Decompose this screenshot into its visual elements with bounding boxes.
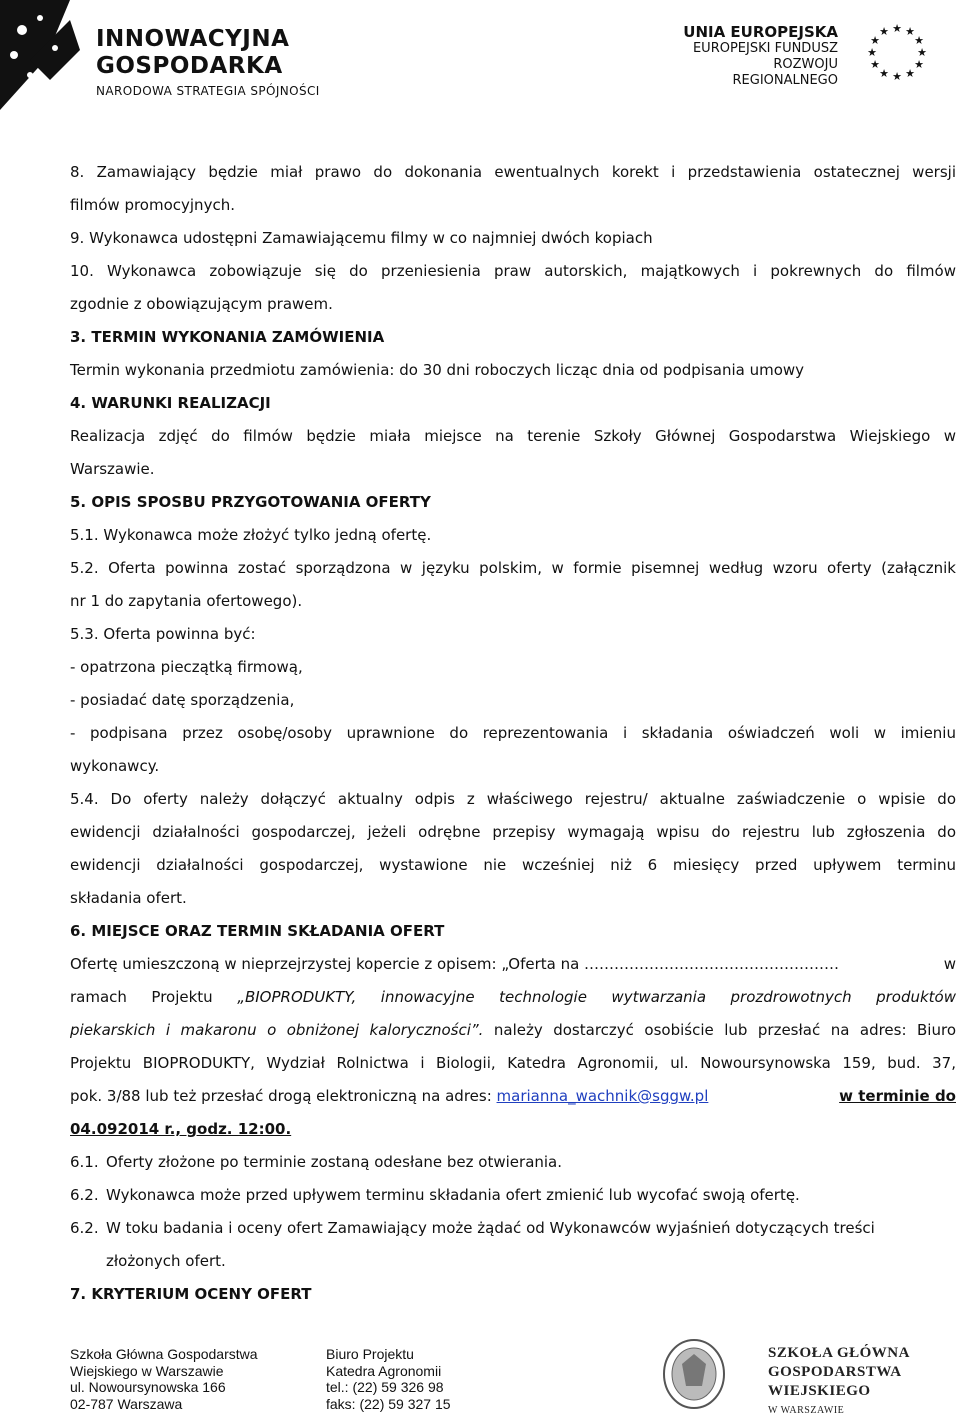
section-5-4-line3: ewidencji działalności gospodarczej, wystawione nie wcześniej niż 6 miesięcy przed upływem terminu [70, 856, 956, 874]
footer-address-col [70, 1346, 258, 1412]
footer-text: Wiejskiego w Warszawie [70, 1362, 224, 1379]
paragraph-10-line1: 10. Wykonawca zobowiązuje się do przeniesienia praw autorskich, majątkowych i pokrewnych do filmów [70, 262, 956, 280]
innowacyjna-gospodarka-text [96, 26, 320, 98]
svg-text:★: ★ [914, 58, 924, 71]
section-6-line4: Projektu BIOPRODUKTY, Wydział Rolnictwa i Biologii, Katedra Agronomii, ul. Nowoursynowska 159, bud. 37, [70, 1054, 956, 1072]
section-5-3-item-c-line1: - podpisana przez osobę/osoby uprawnione do reprezentowania i składania oświadczeń woli w imieniu [70, 724, 956, 742]
sggw-crest-icon [650, 1336, 738, 1412]
footer-text: ul. Nowoursynowska 166 [70, 1379, 226, 1396]
item-text: Wykonawca może przed upływem terminu składania ofert zmienić lub wycofać swoją ofertę. [106, 1186, 800, 1204]
deadline-label: w terminie do [839, 1087, 956, 1105]
section-4-line1: Realizacja zdjęć do filmów będzie miała miejsce na terenie Szkoły Głównej Gospodarstwa Wiejskiego w [70, 427, 956, 445]
section-5-2-line2: nr 1 do zapytania ofertowego). [70, 592, 303, 610]
section-6-2b-line1 [70, 1218, 956, 1238]
svg-text:★: ★ [867, 46, 877, 59]
page-footer [0, 1336, 960, 1416]
section-6-2b-line2: złożonych ofert. [106, 1252, 226, 1270]
section-6-line2-text: ramach Projektu [70, 988, 238, 1006]
eu-logo-text [668, 24, 838, 89]
section-5-3: 5.3. Oferta powinna być: [70, 625, 256, 643]
section-6-line1-end: w [943, 955, 956, 973]
item-number: 6.2. [70, 1219, 99, 1237]
logo-title-line1: INNOWACYJNA [96, 26, 290, 52]
footer-text: Szkoła Główna Gospodarstwa [70, 1346, 258, 1362]
eu-line2: EUROPEJSKI FUNDUSZ [692, 41, 838, 56]
svg-text:★: ★ [905, 67, 915, 80]
section-6-line1-text: Ofertę umieszczoną w nieprzejrzystej kopercie z opisem: „Oferta na …………………………………………… [70, 955, 840, 973]
section-4-line2: Warszawie. [70, 460, 155, 478]
section-6-line5-text: pok. 3/88 lub też przesłać drogą elektroniczną na adres: [70, 1087, 497, 1105]
section-7-heading: 7. KRYTERIUM OCENY OFERT [70, 1285, 312, 1303]
logo-subtitle: NARODOWA STRATEGIA SPÓJNOŚCI [96, 84, 320, 98]
section-6-line2 [70, 987, 956, 1007]
paragraph-8-line1: 8. Zamawiający będzie miał prawo do dokonania ewentualnych korekt i przedstawienia ostatecznej wersji [70, 163, 956, 181]
sggw-line1: SZKOŁA GŁÓWNA [768, 1345, 910, 1361]
item-text: Oferty złożone po terminie zostaną odesłane bez otwierania. [106, 1153, 563, 1171]
svg-text:★: ★ [870, 58, 880, 71]
svg-text:★: ★ [905, 25, 915, 38]
section-6-line3-text: należy dostarczyć osobiście lub przesłać na adres: Biuro [483, 1021, 956, 1039]
page-header [0, 0, 960, 120]
paragraph-8-line2: filmów promocyjnych. [70, 196, 235, 214]
item-number: 6.1. [70, 1153, 99, 1171]
item-text: W toku badania i oceny ofert Zamawiający może żądać od Wykonawców wyjaśnień dotyczących treści [106, 1219, 875, 1237]
footer-text: 02-787 Warszawa [70, 1395, 183, 1412]
project-name-italic: „BIOPRODUKTY, innowacyjne technologie wytwarzania prozdrowotnych produktów [237, 988, 956, 1006]
svg-text:★: ★ [917, 46, 927, 59]
section-5-2-line1: 5.2. Oferta powinna zostać sporządzona w języku polskim, w formie pisemnej według wzoru oferty (załącznik [70, 559, 956, 577]
svg-text:★: ★ [870, 34, 880, 47]
section-5-4-line4: składania ofert. [70, 889, 187, 907]
footer-text: Katedra Agronomii [326, 1362, 442, 1379]
section-3-text: Termin wykonania przedmiotu zamówienia: do 30 dni roboczych licząc dnia od podpisania umowy [70, 361, 805, 379]
section-5-heading: 5. OPIS SPOSBU PRZYGOTOWANIA OFERTY [70, 493, 431, 511]
section-5-3-item-a: - opatrzona pieczątką firmową, [70, 658, 303, 676]
innowacyjna-gospodarka-logo [0, 0, 90, 110]
project-name-italic-cont: piekarskich i makaronu o obniżonej kaloryczności”. [70, 1021, 484, 1039]
item-number: 6.2. [70, 1186, 99, 1204]
svg-text:★: ★ [879, 25, 889, 38]
sggw-line4: W WARSZAWIE [768, 1405, 845, 1416]
section-5-3-item-b: - posiadać datę sporządzenia, [70, 691, 295, 709]
section-6-line1 [70, 954, 956, 974]
footer-text: tel.: (22) 59 326 98 [326, 1379, 444, 1396]
section-5-1: 5.1. Wykonawca może złożyć tylko jedną ofertę. [70, 526, 432, 544]
sggw-line2: GOSPODARSTWA [768, 1364, 902, 1380]
paragraph-9: 9. Wykonawca udostępni Zamawiającemu filmy w co najmniej dwóch kopiach [70, 229, 653, 247]
sggw-line3: WIEJSKIEGO [768, 1383, 871, 1399]
svg-text:★: ★ [914, 34, 924, 47]
eu-line1: UNIA EUROPEJSKA [683, 23, 838, 41]
svg-text:★: ★ [892, 70, 902, 83]
svg-text:★: ★ [892, 22, 902, 35]
section-5-3-item-c-line2: wykonawcy. [70, 757, 160, 775]
section-3-heading: 3. TERMIN WYKONANIA ZAMÓWIENIA [70, 328, 385, 346]
footer-text: faks: (22) 59 327 15 [326, 1395, 451, 1412]
sggw-logo-text [768, 1344, 910, 1420]
footer-contact-col [326, 1346, 451, 1412]
eu-line3: ROZWOJU REGIONALNEGO [732, 57, 838, 88]
section-6-1 [70, 1152, 956, 1172]
logo-title-line2: GOSPODARKA [96, 53, 283, 79]
section-4-heading: 4. WARUNKI REALIZACJI [70, 394, 271, 412]
svg-text:★: ★ [879, 67, 889, 80]
deadline-date: 04.092014 r., godz. 12:00. [70, 1120, 292, 1138]
footer-text: Biuro Projektu [326, 1346, 414, 1362]
section-6-heading: 6. MIEJSCE ORAZ TERMIN SKŁADANIA OFERT [70, 922, 445, 940]
section-6-2 [70, 1185, 956, 1205]
section-6-line3 [70, 1020, 956, 1040]
section-5-4-line2: ewidencji działalności gospodarczej, jeżeli odrębne przepisy wymagają wpisu do rejestru lub zgłoszenia do [70, 823, 956, 841]
paragraph-10-line2: zgodnie z obowiązującym prawem. [70, 295, 333, 313]
section-6-line5 [70, 1086, 956, 1106]
section-5-4-line1: 5.4. Do oferty należy dołączyć aktualny odpis z właściwego rejestru/ aktualne zaświadczenie o wpisie do [70, 790, 956, 808]
email-link[interactable]: marianna_wachnik@sggw.pl [496, 1087, 709, 1105]
eu-flag-icon [852, 18, 942, 84]
